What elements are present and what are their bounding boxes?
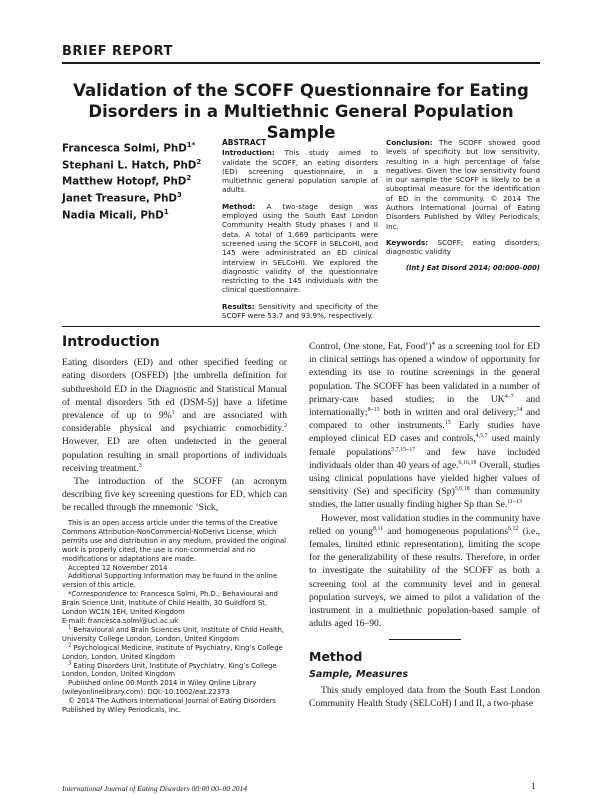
affiliation-2: $^2$ Psychological Medicine, Institute of Psychiatry, King’s College London, London, United Kingdom <box>62 642 283 661</box>
author: Janet Treasure, PhD$^3$ <box>62 190 182 205</box>
correspondence: *Correspondence to: Francesca Solmi, Ph.D.; Behavioural and Brain Science Unit, Institute of Child Health, 30 Guildford St, London WC1N 1EH, United Kingdom <box>62 590 278 617</box>
abstract-method: Method: A two-stage design was employed using the South East London Community Health Study phases I and II data. A total of 1,669 participants were screened using the SCOFF in SELCoHI, and 145 were administrated an ED clinical interview in SELCoHII. We explored the diagnostic validity of the questionnaire restricting to the 145 individuals with the clinical questionnaire. <box>222 201 378 295</box>
author: Matthew Hotopf, PhD$^2$ <box>62 174 192 188</box>
title-line-1: Validation of the SCOFF Questionnaire for Eating <box>73 81 529 100</box>
intro-paragraph-2: The introduction of the SCOFF (an acronym describing five key screening questions for ED, which can be recalled through the mnemonic ‘Sick, <box>62 476 287 514</box>
email: E-mail: francesca.solmi@ucl.ac.uk <box>62 616 179 625</box>
footer-journal: International Journal of Eating Disorders 00:00 00–00 2014 <box>62 784 248 793</box>
publication-info: Published online 00 Month 2014 in Wiley Online Library (wileyonlinelibrary.com). DOI: 10.1002/eat.22373 <box>62 679 257 697</box>
author-list <box>62 139 232 222</box>
author: Stephani L. Hatch, PhD$^2$ <box>62 157 202 172</box>
affiliation-3: $^3$ Eating Disorders Unit, Institute of Psychiatry, King’s College London, London, United Kingdom <box>62 660 277 679</box>
body-column-left <box>62 336 287 515</box>
accepted-date: Accepted 12 November 2014 <box>68 563 168 572</box>
citation: (Int J Eat Disord 2014; 00:000–000) <box>405 263 540 272</box>
title-line-2: Disorders in a Multiethnic General Population Sample <box>88 102 514 142</box>
introduction-heading: Introduction <box>62 334 160 350</box>
abstract-results: Results: Sensitivity and specificity of the SCOFF were 53.7 and 93.9%, respectively. <box>222 301 378 321</box>
author: Francesca Solmi, PhD$^{1*}$ <box>62 141 196 155</box>
affiliation-1: $^1$ Behavioural and Brain Sciences Unit, Institute of Child Health, University College London, London, United Kingdom <box>62 624 285 643</box>
abstract-conclusion: Conclusion: The SCOFF showed good levels of specificity but low sensitivity, resulting in a high percentage of false negatives. Given the low sensitivity found in our sample the SCOFF is likely to be a suboptimal measure for the identification of ED in the community. © 2014 The Authors International Journal of Eating Disorders Published by Wiley Periodicals, Inc. <box>386 138 540 231</box>
abstract-heading: ABSTRACT <box>222 138 267 147</box>
section-label: BRIEF REPORT <box>62 44 173 59</box>
author: Nadia Micali, PhD$^1$ <box>62 207 169 221</box>
copyright: © 2014 The Authors International Journal of Eating Disorders Published by Wiley Periodicals, Inc. <box>62 697 276 715</box>
abstract-column-1 <box>222 138 378 327</box>
body-column-right <box>309 340 540 710</box>
header-rule <box>62 62 540 64</box>
abstract-keywords: Keywords: SCOFF; eating disorders; diagnostic validity <box>386 237 540 257</box>
article-title <box>62 80 540 143</box>
abstract-introduction: Introduction: This study aimed to validate the SCOFF, an eating disorders (ED) screening questionnaire, in a multiethnic general population sample of adults. <box>222 148 378 195</box>
intro-paragraph-2-continued: Control, One stone, Fat, Food’)$^4$ as a screening tool for ED in clinical settings has opened a window of opportunity for extending its use to routine screenings in the general population. The SCOFF has been validated in a number of primary-care based studies; in the UK$^{4-7}$ and internationally;$^{8-13}$ both in written and oral delivery;$^{14}$ and compared to other instruments.$^{15}$ Early studies have employed clinical ED cases and controls,$^{4,5,7}$ used mainly female populations$^{5,7,15-17}$ and few have included individuals older than 40 years of age.$^{6,16,18}$ Overall, studies using clinical populations have yielded higher values of sensitivity (Se) and specificity $(Sp)^{5,6,18}$ than community studies, the latter usually finding higher Sp than Se.$^{11-13}$ <box>309 340 541 511</box>
intro-paragraph-1: Eating disorders (ED) and other specified feeding or eating disorders (OSFED) [the umbrella definition for subthreshold ED in the Diagnostic and Statistical Manual of mental disorders 5th ed (DSM-5)] have a lifetime prevalence of up to 9%$^1$ and are associated with considerable physical and psychiatric comorbidity.$^2$ However, ED are often undetected in the general population resulting in small proportions of individuals receiving treatment.$^3$ <box>62 357 287 474</box>
intro-paragraph-3: However, most validation studies in the community have relied on young$^{8,11}$ and homogeneous populations$^{6,12}$ (i.e., females, limited ethnic representation), limiting the scope for the generalizability of these results. Therefore, in order to investigate the suitability of the SCOFF as both a screening tool at the community level and in general population surveys, we aimed to pilot a validation of the instrument in a multiethnic population-based sample of adults aged 16–90. <box>309 512 541 630</box>
abstract-column-2 <box>386 138 540 280</box>
page-number: 1 <box>531 782 536 792</box>
sample-measures-subheading: Sample, Measures <box>309 668 409 680</box>
method-heading: Method <box>309 649 363 665</box>
method-paragraph-1: This study employed data from the South East London Community Health Study (SELCoH) I and II, a two-phase <box>309 684 540 710</box>
abstract-divider <box>62 326 540 327</box>
section-divider <box>389 639 461 640</box>
supporting-info-note: Additional Supporting Information may be found in the online version of this article. <box>62 572 277 590</box>
footnotes <box>62 519 287 715</box>
license-note: This is an open access article under the terms of the Creative Commons Attribution-NonCommercial-NoDerivs License, which permits use and distribution in any medium, provided the original work is properly cited, the use is non-commercial and no modifications or adaptations are made. <box>62 519 287 563</box>
